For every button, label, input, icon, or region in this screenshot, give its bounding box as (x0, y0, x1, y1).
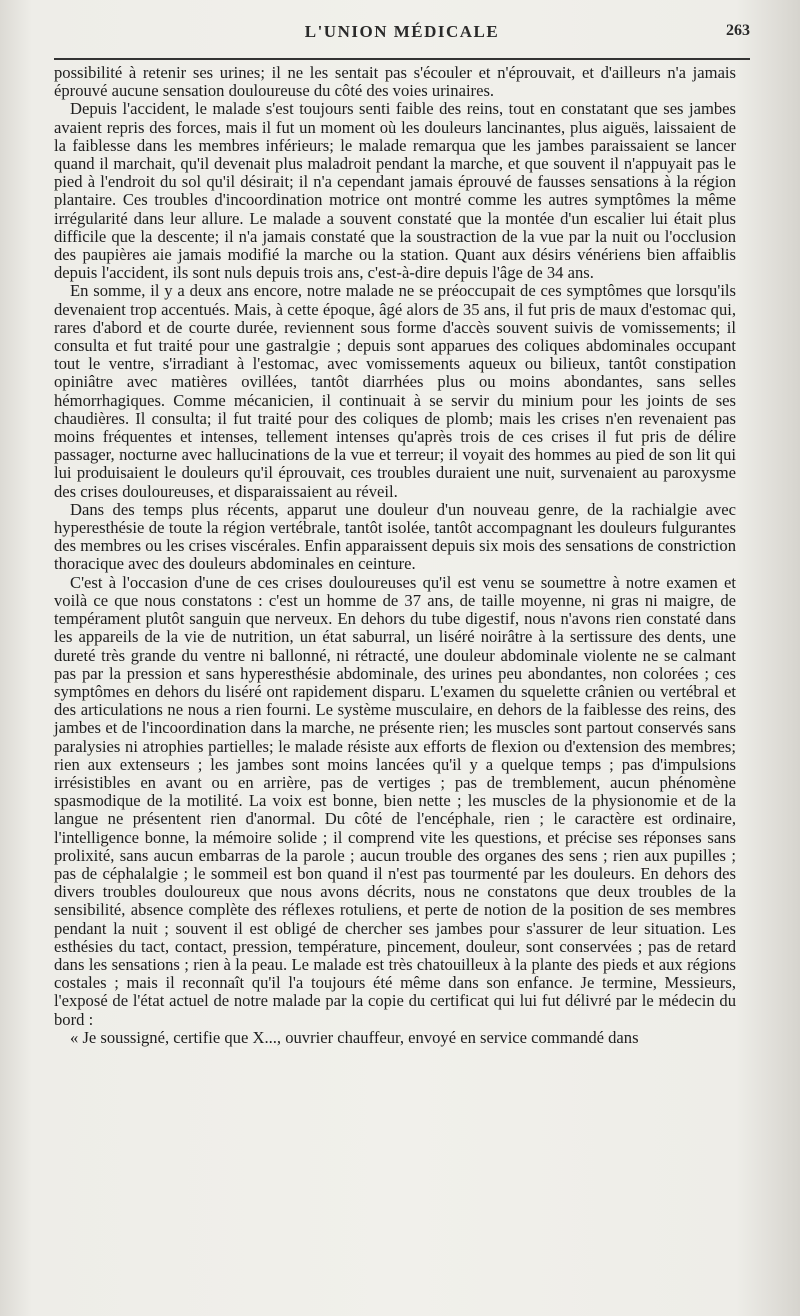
paragraph: Depuis l'accident, le malade s'est toujours senti faible des reins, tout en constatant que ses jambes avaient repris des forces, mais il fut un moment où les douleurs lancinantes, plus aiguës, laissaient de la faiblesse dans les membres inférieurs; le malade remarqua que les jambes paraissaient se lancer quand il marchait, qu'il devenait plus maladroit pendant la marche, et que souvent il n'appuyait pas le pied à l'endroit du sol qu'il désirait; il n'a cependant jamais éprouvé de fausses sensations à la région plantaire. Ces troubles d'incoordination motrice ont montré comme les autres symptômes la même irrégularité dans leur allure. Le malade a souvent constaté que la montée d'un escalier lui était plus difficile que la descente; il n'a jamais constaté que la soustraction de la vue par la nuit ou l'occlusion des paupières aie jamais modifié la marche ou la station. Quant aux désirs vénériens bien affaiblis depuis l'accident, ils sont nuls depuis trois ans, c'est-à-dire depuis l'âge de 34 ans. (54, 99, 736, 283)
paragraph-continuation: possibilité à retenir ses urines; il ne les sentait pas s'écouler et n'éprouvait, et d'ailleurs n'a jamais éprouvé aucune sensation douloureuse du côté des voies urinaires. (54, 63, 736, 101)
body-text (54, 64, 736, 1047)
paragraph: En somme, il y a deux ans encore, notre malade ne se préoccupait de ces symptômes que lorsqu'ils devenaient trop accentués. Mais, à cette époque, âgé alors de 35 ans, il fut pris de maux d'estomac qui, rares d'abord et de courte durée, reviennent sous forme d'accès souvent suivis de vomissements; il consulta et fut traité pour une gastralgie ; depuis sont apparues des coliques abdominales occupant tout le ventre, s'irradiant à l'estomac, avec vomissements aqueux ou bilieux, tantôt constipation opiniâtre avec matières ovillées, tantôt diarrhées plus ou moins abondantes, sans selles hémorrhagiques. Comme mécanicien, il continuait à se servir du minium pour les joints de ses chaudières. Il consulta; il fut traité pour des coliques de plomb; mais les crises n'en revenaient pas moins fréquentes et intenses, tellement intenses qu'après trois de ces crises il fut pris de délire passager, nocturne avec hallucinations de la vue et terreur; il voyait des hommes au pied de son lit qui lui produisaient le douleurs qu'il éprouvait, ces troubles duraient une nuit, survenaient au paroxysme des crises douloureuses, et disparaissaient au réveil. (54, 281, 736, 501)
header-rule (54, 58, 750, 60)
running-head: L'UNION MÉDICALE (304, 22, 500, 41)
page-number: 263 (726, 22, 750, 39)
paragraph-quote: « Je soussigné, certifie que X..., ouvrier chauffeur, envoyé en service commandé dans (70, 1027, 639, 1047)
paragraph: Dans des temps plus récents, apparut une douleur d'un nouveau genre, de la rachialgie avec hyperesthésie de toute la région vertébrale, tantôt isolée, tantôt accompagnant les douleurs fulgurantes des membres ou les crises viscérales. Enfin apparaissent depuis six mois des sensations de constriction thoracique avec des douleurs abdominales en ceinture. (54, 499, 736, 574)
page-header (54, 22, 750, 52)
paragraph: C'est à l'occasion d'une de ces crises douloureuses qu'il est venu se soumettre à notre examen et voilà ce que nous constatons : c'est un homme de 37 ans, de taille moyenne, ni gras ni maigre, de tempérament plutôt sanguin que nerveux. En dehors du tube digestif, nous n'avons rien constaté dans les appareils de la vie de nutrition, un état saburral, un liséré noirâtre à la sertissure des dents, une dureté très grande du ventre ni ballonné, ni rétracté, une douleur abdominale violente ne se calmant pas par la pression et sans hyperesthésie abdominale, des urines peu abondantes, non colorées ; ces symptômes en dehors du liséré ont rapidement disparu. L'examen du squelette crânien ou vertébral et des articulations ne nous a rien fourni. Le système musculaire, en dehors de la faiblesse des reins, des jambes et de l'incoordination dans la marche, ne présente rien; les muscles sont partout conservés sans paralysies ni atrophies partielles; le malade résiste aux efforts de flexion ou d'extension des membres; rien aux extenseurs ; les jambes sont moins lancées qu'il y a quelque temps ; pas d'impulsions irrésistibles en avant ou en arrière, pas de vertiges ; pas de tremblement, aucun phénomène spasmodique de la motilité. La voix est bonne, bien nette ; les muscles de la physionomie et de la langue ne présentent rien d'anormal. Du côté de l'encéphale, rien ; le caractère est ordinaire, l'intelligence bonne, la mémoire solide ; il comprend vite les questions, et précise ses réponses sans prolixité, sans aucun embarras de la parole ; aucun trouble des organes des sens ; rien aux pupilles ; pas de céphalalgie ; le sommeil est bon quand il n'est pas tourmenté par les douleurs. En dehors des divers troubles douloureux que nous avons décrits, nous ne constatons que deux troubles de la sensibilité, absence complète des réflexes rotuliens, et perte de notion de la position de ses membres pendant la nuit ; souvent il est obligé de chercher ses jambes pour s'assurer de leur situation. Les esthésies du tact, contact, pression, température, pincement, douleur, sont conservées ; pas de retard dans les sensations ; rien à la peau. Le malade est très chatouilleux à la plante des pieds et aux régions costales ; mais il reconnaît qu'il l'a toujours été même dans son enfance. Je termine, Messieurs, l'exposé de l'état actuel de notre malade par la copie du certificat qui lui fut délivré par le médecin du bord : (54, 572, 736, 1029)
